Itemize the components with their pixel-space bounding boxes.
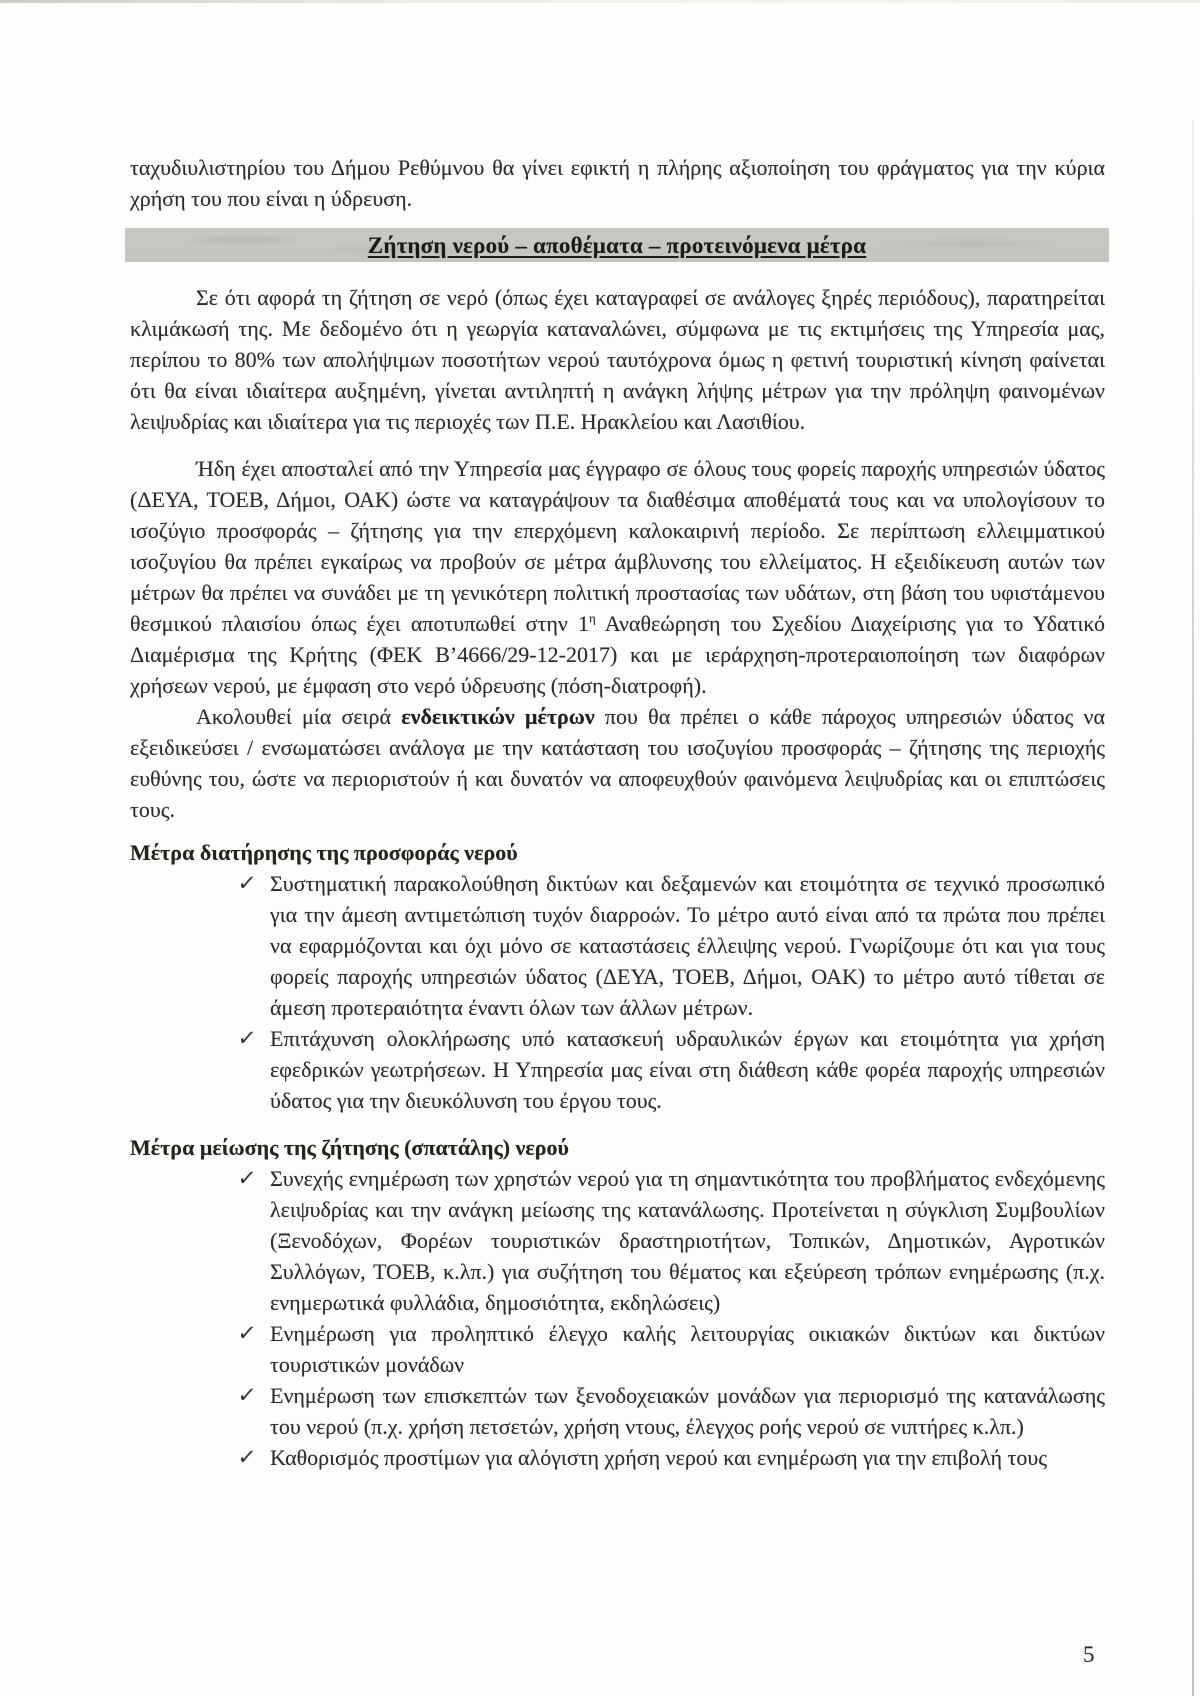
bullet-item xyxy=(238,1318,1105,1380)
measures-intro-bold: ενδεικτικών μέτρων xyxy=(401,704,595,729)
bullet-text: Καθορισμός προστίμων για αλόγιστη χρήση νερού και ενημέρωση για την επιβολή τους xyxy=(270,1445,1047,1470)
scan-right-edge-artifact xyxy=(1192,120,1194,1696)
checkmark-icon: ✓ xyxy=(236,1026,258,1050)
measures-intro-part-a: Ακολουθεί μία σειρά xyxy=(196,704,402,729)
bullet-text: Επιτάχυνση ολοκλήρωσης υπό κατασκευή υδραυλικών έργων και ετοιμότητα για χρήση εφεδρικών γεωτρήσεων. Η Υπηρεσία μας είναι στη διάθεση κάθε φορέα παροχής υπηρεσιών ύδατος για την διευκόλυνση του έργου τους. xyxy=(270,1026,1105,1113)
ordinal-superscript: η xyxy=(588,610,596,626)
section-heading-band xyxy=(125,228,1109,262)
scan-top-edge-artifact xyxy=(0,0,1200,3)
checkmark-icon: ✓ xyxy=(236,1321,258,1345)
page-body xyxy=(130,152,1105,1473)
paragraph-letter-sent xyxy=(130,453,1105,701)
bullet-item xyxy=(238,1163,1105,1318)
bullet-item xyxy=(238,1442,1105,1473)
subsection-heading-demand-reduction: Μέτρα μείωσης της ζήτησης (σπατάλης) νερού xyxy=(130,1135,569,1160)
bullet-text: Ενημέρωση για προληπτικό έλεγχο καλής λειτουργίας οικιακών δικτύων και δικτύων τουριστικών μονάδων xyxy=(270,1321,1105,1377)
paragraph-letter-part-b: Αναθεώρηση του Σχεδίου Διαχείρισης για το Υδατικό Διαμέρισμα της Κρήτης (ΦΕΚ Β’4666/29-12-2017) και με ιεράρχηση-προτεραιοποίηση των διαφόρων χρήσεων νερού, με έμφαση στο νερό ύδρευσης (πόση-διατροφή). xyxy=(130,611,1105,698)
bullet-item xyxy=(238,868,1105,1023)
continuation-paragraph: ταχυδιυλιστηρίου του Δήμου Ρεθύμνου θα γίνει εφικτή η πλήρης αξιοποίηση του φράγματος για την κύρια χρήση του που είναι η ύδρευση. xyxy=(130,155,1105,211)
checkmark-icon: ✓ xyxy=(236,871,258,895)
measures-intro-part-b: που θα πρέπει ο κάθε πάροχος υπηρεσιών ύδατος να εξειδικεύσει / ενσωματώσει ανάλογα με την κατάσταση του ισοζυγίου προσφοράς – ζήτησης της περιοχής ευθύνης του, ώστε να περιοριστούν ή και δυνατόν να αποφευχθούν φαινόμενα λειψυδρίας και οι επιπτώσεις τους. xyxy=(130,704,1105,822)
subsection-heading-supply-measures: Μέτρα διατήρησης της προσφοράς νερού xyxy=(130,840,518,865)
bullet-item xyxy=(238,1380,1105,1442)
bullet-text: Ενημέρωση των επισκεπτών των ξενοδοχειακών μονάδων για περιορισμό της κατανάλωσης του νερού (π.χ. χρήση πετσετών, χρήση ντους, έλεγχος ροής νερού σε νιπτήρες κ.λπ.) xyxy=(270,1383,1105,1439)
checkmark-icon: ✓ xyxy=(236,1445,258,1469)
paragraph-water-demand: Σε ότι αφορά τη ζήτηση σε νερό (όπως έχει καταγραφεί σε ανάλογες ξηρές περιόδους), παρατηρείται κλιμάκωσή της. Με δεδομένο ότι η γεωργία καταναλώνει, σύμφωνα με τις εκτιμήσεις της Υπηρεσία μας, περίπου το 80% των απολήψιμων ποσοτήτων νερού ταυτόχρονα όμως η φετινή τουριστική κίνηση φαίνεται ότι θα είναι ιδιαίτερα αυξημένη, γίνεται αντιληπτή η ανάγκη λήψης μέτρων για την πρόληψη φαινομένων λειψυδρίας και ιδιαίτερα για τις περιοχές των Π.Ε. Ηρακλείου και Λασιθίου. xyxy=(130,285,1105,434)
page-number: 5 xyxy=(1083,1642,1095,1667)
bullet-text: Συστηματική παρακολούθηση δικτύων και δεξαμενών και ετοιμότητα σε τεχνικό προσωπικό για την άμεση αντιμετώπιση τυχόν διαρροών. Το μέτρο αυτό είναι από τα πρώτα που πρέπει να εφαρμόζονται και όχι μόνο σε καταστάσεις έλλειψης νερού. Γνωρίζουμε ότι και για τους φορείς παροχής υπηρεσιών ύδατος (ΔΕΥΑ, ΤΟΕΒ, Δήμοι, ΟΑΚ) το μέτρο αυτό τίθεται σε άμεση προτεραιότητα έναντι όλων των άλλων μέτρων. xyxy=(270,871,1105,1020)
checkmark-icon: ✓ xyxy=(236,1383,258,1407)
paragraph-letter-part-a: Ήδη έχει αποσταλεί από την Υπηρεσία μας έγγραφο σε όλους τους φορείς παροχής υπηρεσιών ύδατος (ΔΕΥΑ, ΤΟΕΒ, Δήμοι, ΟΑΚ) ώστε να καταγράψουν τα διαθέσιμα αποθέματά τους και να υπολογίσουν το ισοζύγιο προσφοράς – ζήτησης για την επερχόμενη καλοκαιρινή περίοδο. Σε περίπτωση ελλειμματικού ισοζυγίου θα πρέπει εγκαίρως να προβούν σε μέτρα άμβλυνσης του ελλείματος. Η εξειδίκευση αυτών των μέτρων θα πρέπει να συνάδει με τη γενικότερη πολιτική προστασίας των υδάτων, στη βάση του υφιστάμενου θεσμικού πλαισίου όπως έχει αποτυπωθεί στην 1 xyxy=(130,456,1105,636)
paragraph-measures-intro xyxy=(130,701,1105,825)
checkmark-icon: ✓ xyxy=(236,1166,258,1190)
bullet-text: Συνεχής ενημέρωση των χρηστών νερού για τη σημαντικότητα του προβλήματος ενδεχόμενης λειψυδρίας και την ανάγκη μείωσης της κατανάλωσης. Προτείνεται η σύγκλιση Συμβουλίων (Ξενοδόχων, Φορέων τουριστικών δραστηριοτήτων, Τοπικών, Δημοτικών, Αγροτικών Συλλόγων, ΤΟΕΒ, κ.λπ.) για συζήτηση του θέματος και εξεύρεση τρόπων ενημέρωσης (π.χ. ενημερωτικά φυλλάδια, δημοσιότητα, εκδηλώσεις) xyxy=(270,1166,1105,1315)
section-heading: Ζήτηση νερού – αποθέματα – προτεινόμενα μέτρα xyxy=(367,232,867,258)
bullet-list-supply-measures xyxy=(130,868,1105,1116)
bullet-item xyxy=(238,1023,1105,1116)
bullet-list-demand-reduction xyxy=(130,1163,1105,1473)
